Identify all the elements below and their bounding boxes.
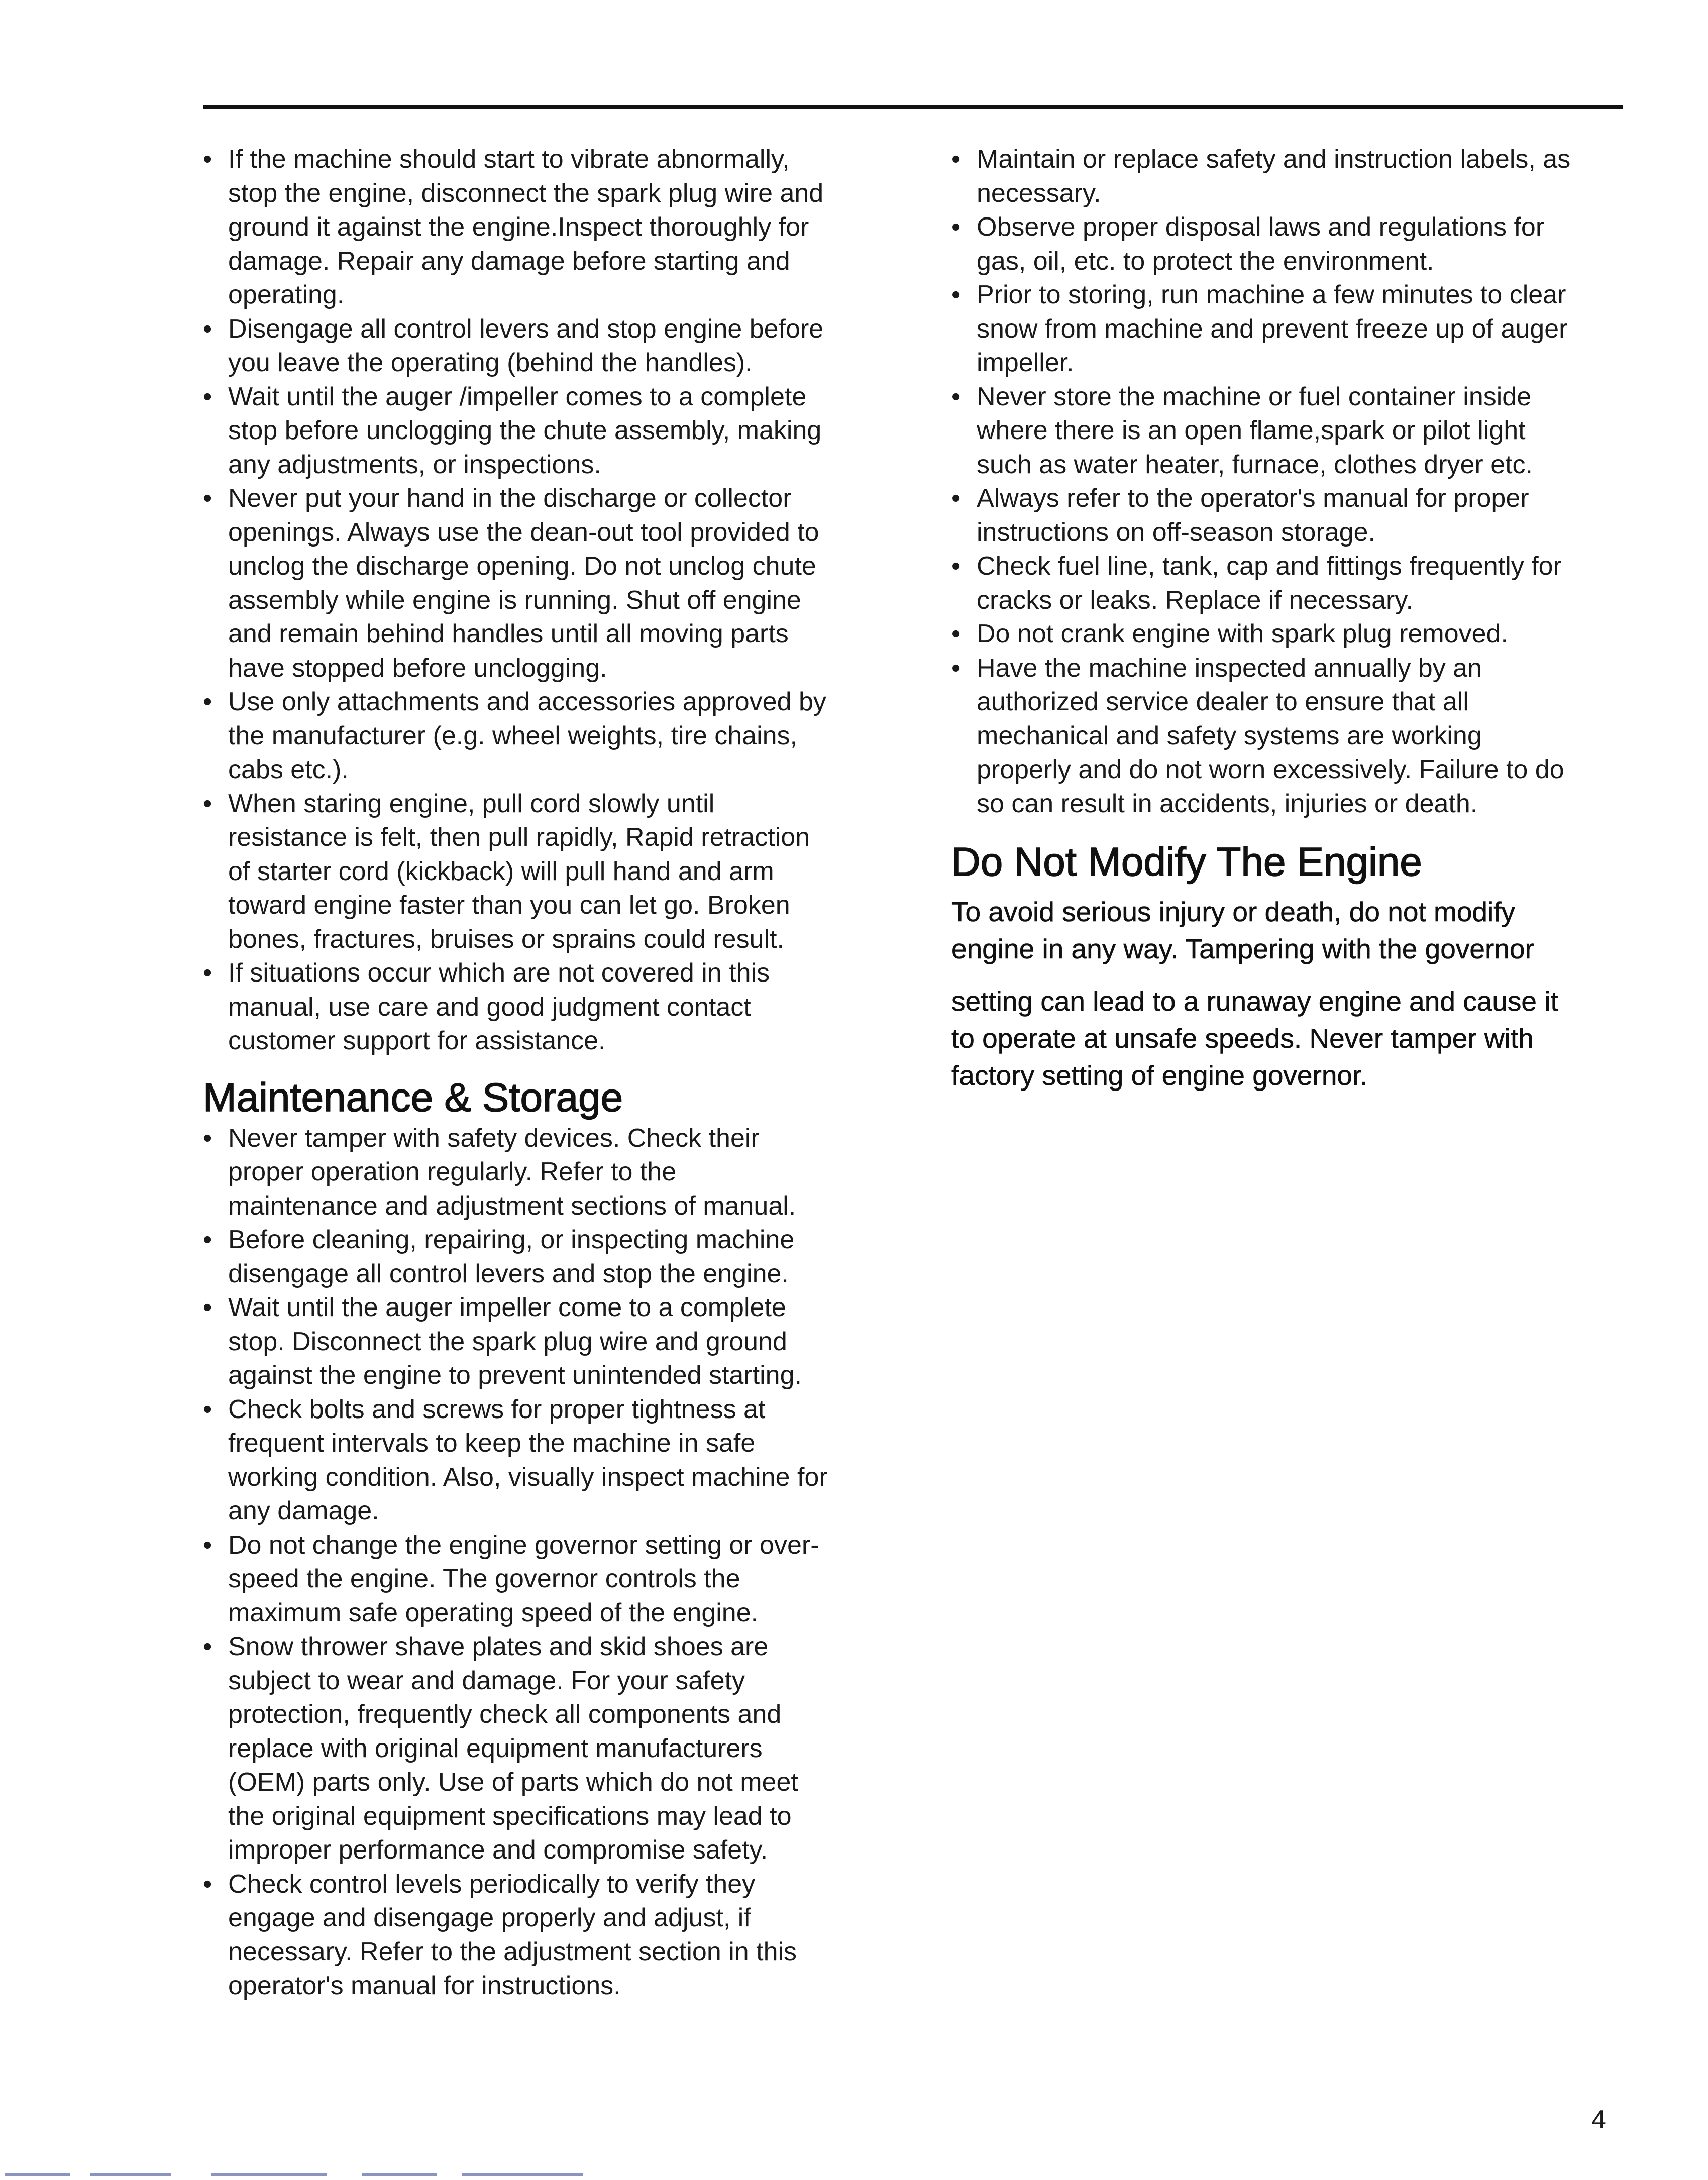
engine-heading: Do Not Modify The Engine	[951, 839, 1422, 884]
list-item: • Maintain or replace safety and instruction labels, as necessary.	[951, 143, 1628, 210]
storage-list	[951, 143, 1628, 821]
list-item: • Wait until the auger /impeller comes to a complete stop before unclogging the chute assembly, making any adjustments, or inspections.	[203, 380, 896, 482]
list-item: • Before cleaning, repairing, or inspecting machine disengage all control levers and stop the engine.	[203, 1223, 896, 1291]
engine-warning-paragraph-continued: setting can lead to a runaway engine and cause it to operate at unsafe speeds. Never tamper with factory setting of engine governor.	[951, 986, 1558, 1091]
list-item: • Check control levels periodically to verify they engage and disengage properly and adjust, if necessary. Refer to the adjustment section in this operator's manual for instructions.	[203, 1868, 896, 2003]
list-item: • Snow thrower shave plates and skid shoes are subject to wear and damage. For your safety protection, frequently check all components and replace with original equipment manufacturers (OEM) parts only. Use of parts which do not meet the original equipment specifications may lead to improper performance and compromise safety.	[203, 1630, 896, 1868]
list-item: • Do not crank engine with spark plug removed.	[951, 617, 1628, 651]
list-item: • Prior to storing, run machine a few minutes to clear snow from machine and prevent freeze up of auger impeller.	[951, 278, 1628, 380]
list-item: • Have the machine inspected annually by an authorized service dealer to ensure that all mechanical and safety systems are working properly and do not worn excessively. Failure to do so can result in accidents, injuries or death.	[951, 651, 1628, 821]
maintenance-list	[203, 1122, 896, 2003]
page-number: 4	[1591, 2105, 1606, 2134]
header-rule	[203, 105, 1623, 109]
list-item: • Check fuel line, tank, cap and fittings frequently for cracks or leaks. Replace if necessary.	[951, 550, 1628, 617]
list-item: • Always refer to the operator's manual for proper instructions on off-season storage.	[951, 482, 1628, 550]
list-item: • Never store the machine or fuel container inside where there is an open flame,spark or pilot light such as water heater, furnace, clothes dryer etc.	[951, 380, 1628, 482]
left-column	[203, 143, 896, 2003]
engine-warning-paragraph: To avoid serious injury or death, do not modify engine in any way. Tampering with the governor	[951, 896, 1534, 964]
list-item: • If the machine should start to vibrate abnormally, stop the engine, disconnect the spark plug wire and ground it against the engine.Inspect thoroughly for damage. Repair any damage before starting and operating.	[203, 143, 896, 312]
maintenance-storage-heading: Maintenance & Storage	[203, 1074, 623, 1120]
list-item: • Observe proper disposal laws and regulations for gas, oil, etc. to protect the environment.	[951, 210, 1628, 278]
list-item: • Never put your hand in the discharge or collector openings. Always use the dean-out tool provided to unclog the discharge opening. Do not unclog chute assembly while engine is running. Shut off engine and remain behind handles until all moving parts have stopped before unclogging.	[203, 482, 896, 685]
list-item: • Use only attachments and accessories approved by the manufacturer (e.g. wheel weights, tire chains, cabs etc.).	[203, 685, 896, 787]
list-item: • Never tamper with safety devices. Check their proper operation regularly. Refer to the maintenance and adjustment sections of manual.	[203, 1122, 896, 1224]
list-item: • Disengage all control levers and stop engine before you leave the operating (behind the handles).	[203, 312, 896, 380]
list-item: • Do not change the engine governor setting or over- speed the engine. The governor controls the maximum safe operating speed of the engine.	[203, 1529, 896, 1630]
footer-scan-artifact	[0, 2171, 603, 2180]
list-item: • If situations occur which are not covered in this manual, use care and good judgment contact customer support for assistance.	[203, 956, 896, 1058]
list-item: • When staring engine, pull cord slowly until resistance is felt, then pull rapidly, Rapid retraction of starter cord (kickback) will pull hand and arm toward engine faster than you can let go. Broken bones, fractures, bruises or sprains could result.	[203, 787, 896, 957]
list-item: • Wait until the auger impeller come to a complete stop. Disconnect the spark plug wire and ground against the engine to prevent unintended starting.	[203, 1291, 896, 1393]
right-column	[951, 143, 1628, 1094]
list-item: • Check bolts and screws for proper tightness at frequent intervals to keep the machine in safe working condition. Also, visually inspect machine for any damage.	[203, 1393, 896, 1529]
operation-safety-list	[203, 143, 896, 1058]
